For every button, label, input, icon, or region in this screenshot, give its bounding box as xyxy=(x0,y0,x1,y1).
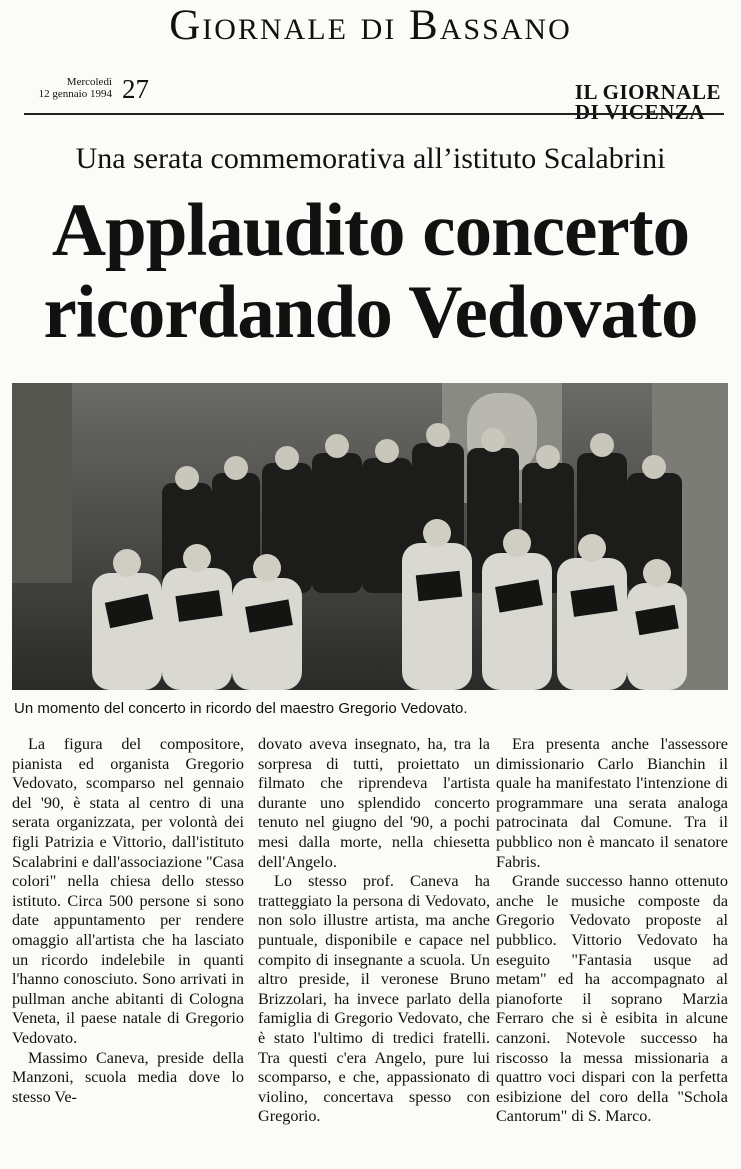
brand-line-2: DI VICENZA xyxy=(574,100,705,124)
article-kicker: Una serata commemorativa all’istituto Scalabrini xyxy=(75,142,666,175)
header-divider xyxy=(24,113,724,115)
page-number: 27 xyxy=(122,74,149,104)
headline-line-1: Applaudito concerto xyxy=(51,189,690,272)
paragraph: Massimo Caneva, preside della Manzoni, scuola media dove lo stesso Ve- xyxy=(12,1048,244,1106)
issue-full-date: 12 gennaio 1994 xyxy=(38,88,112,100)
brand-line-1: IL GIORNALE xyxy=(574,80,721,104)
headline-line-2: ricordando Vedovato xyxy=(43,271,698,354)
article-headline xyxy=(0,190,741,354)
newspaper-brand xyxy=(575,82,721,122)
paragraph: La figura del compositore, pianista ed organista Gregorio Vedovato, scomparso nel gennaio del '90, è stata al centro di una serata organizzata, per volontà dei figli Patrizia e Vittorio, dall'istituto Scalabrini e dall'associazione "Casa colori" nella chiesa dello stesso istituto. Circa 500 persone si sono date appuntamento per rendere omaggio all'artista che ha lasciato un ricordo indelebile in quanti l'hanno conosciuto. Sono arrivati in pullman anche abitanti di Cologna Veneta, il paese natale di Gregorio Vedovato. xyxy=(12,735,245,1047)
paragraph: dovato aveva insegnato, ha, tra la sorpresa di tutti, proiettato un filmato che riprendeva l'artista durante uno splendido concerto tenuto nel giugno del '90, a pochi mesi dalla morte, nella chiesetta dell'Angelo. xyxy=(258,735,490,871)
photo-caption: Un momento del concerto in ricordo del maestro Gregorio Vedovato. xyxy=(14,700,468,717)
article-column-2 xyxy=(258,735,490,1127)
paragraph: Era presenta anche l'assessore dimissionario Carlo Bianchin il quale ha manifestato l'intenzione di programmare una serata analoga patrocinata dal Comune. Tra il pubblico non è mancato il senatore Fabris. xyxy=(496,735,728,871)
issue-date xyxy=(30,76,112,100)
article-column-3 xyxy=(496,735,728,1127)
article-column-1 xyxy=(12,735,244,1107)
issue-weekday: Mercoledì xyxy=(66,76,112,88)
masthead: Giornale di Bassano xyxy=(169,2,572,49)
paragraph: Lo stesso prof. Caneva ha tratteggiato la persona di Vedovato, non solo illustre artista, ma anche puntuale, disponibile e capace nel compito di insegnante a scuola. Un altro preside, il veronese Bruno Brizzolari, ha invece parlato della famiglia di Gregorio Vedovato, che è stato l'ultimo di tredici fratelli. Tra questi c'era Angelo, pure lui scomparso, e che, appassionato di violino, concertava spesso con Gregorio. xyxy=(258,872,490,1126)
paragraph: Grande successo hanno ottenuto anche le musiche composte da Gregorio Vedovato proposte al pubblico. Vittorio Vedovato ha eseguito "Fantasia usque ad metam" ed ha accompagnato al pianoforte il soprano Marzia Ferraro che si è esibita in alcune canzoni. Notevole successo ha riscosso la messa missionaria a quattro voci dispari con la perfetta esibizione del coro della "Schola Cantorum" di S. Marco. xyxy=(496,872,728,1126)
choir-photo-illustration xyxy=(12,383,728,690)
concert-photo xyxy=(12,383,728,690)
